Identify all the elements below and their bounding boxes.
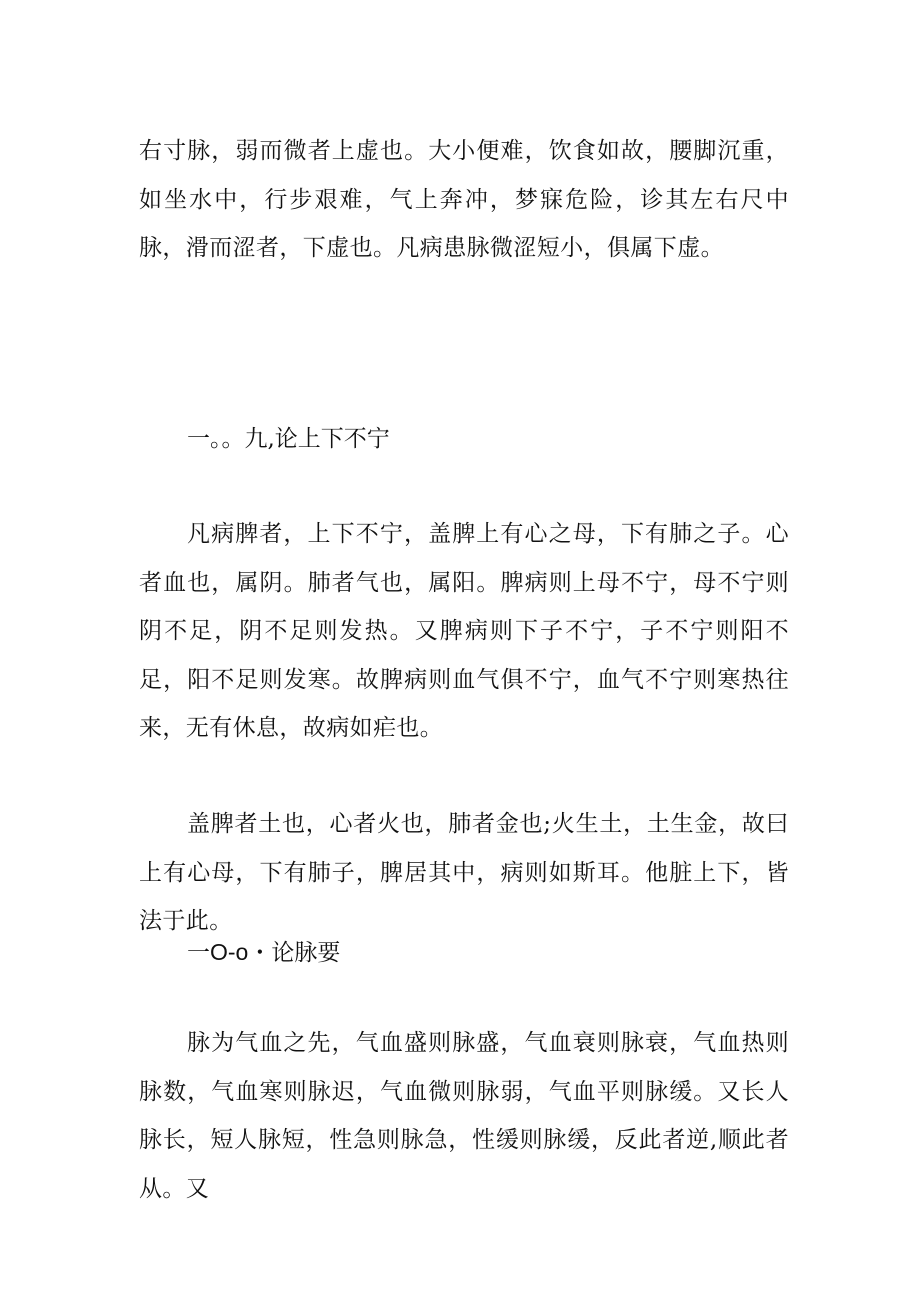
section-heading-pulse-essentials: 一O-o・论脉要 <box>187 939 341 965</box>
paragraph-pulse-essentials: 脉为气血之先，气血盛则脉盛，气血衰则脉衰，气血热则脉数，气血寒则脉迟，气血微则脉弱，气血平则脉缓。又长人脉长，短人脉短，性急则脉急，性缓则脉缓，反此者逆,顺此者从。又 <box>139 1030 789 1202</box>
paragraph-upper-lower-deficiency: 右寸脉，弱而微者上虚也。大小便难，饮食如故，腰脚沉重，如坐水中，行步艰难，气上奔冲，梦寐危险，诊其左右尺中脉，滑而涩者，下虚也。凡病患脉微涩短小，俱属下虚。 <box>139 138 789 261</box>
paragraph-spleen-earth: 盖脾者土也，心者火也，肺者金也;火生土，土生金，故曰上有心母，下有肺子，脾居其中，病则如斯耳。他脏上下，皆法于此。 <box>139 811 789 934</box>
paragraph-spleen-unrest: 凡病脾者，上下不宁，盖脾上有心之母，下有肺之子。心者血也，属阴。肺者气也，属阳。脾病则上母不宁，母不宁则阴不足，阴不足则发热。又脾病则下子不宁，子不宁则阳不足，阳不足则发寒。故脾病则血气俱不宁，血气不宁则寒热往来，无有休息，故病如疟也。 <box>139 521 789 741</box>
section-heading-upper-lower-unrest: 一。。九,论上下不宁 <box>187 426 390 452</box>
